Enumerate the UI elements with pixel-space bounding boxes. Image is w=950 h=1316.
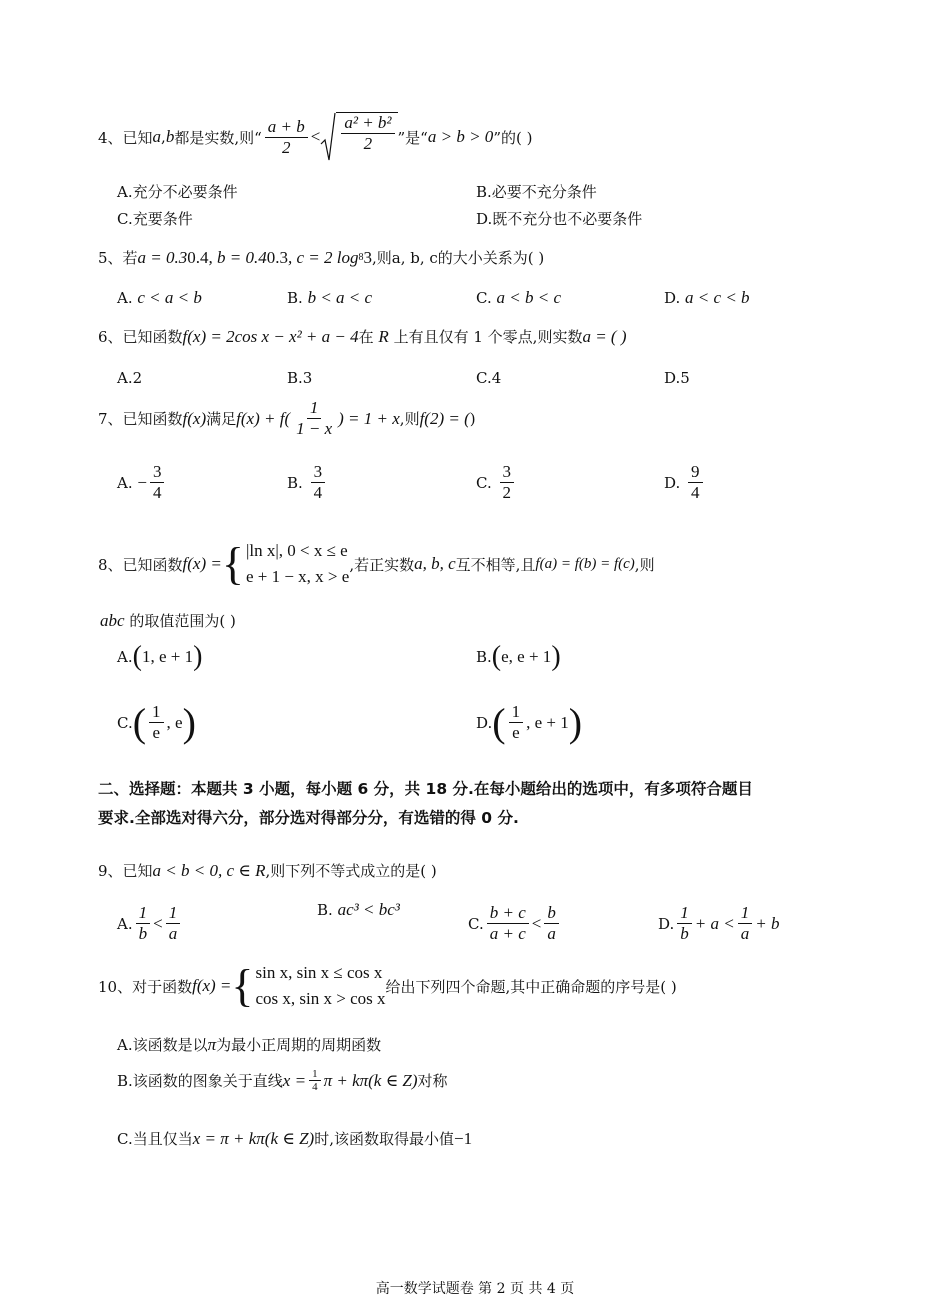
q8-suffix: ,则 (634, 555, 655, 574)
q6-option-a: A.2 (117, 369, 143, 387)
q6-mid: 在 (358, 328, 374, 346)
q5-exp1: 0.4 (187, 247, 209, 267)
q5-suffix: ,则a, b, c的大小关系为( ) (372, 249, 545, 267)
question-10 (98, 960, 677, 1012)
q7-option-c: C. $\frac{3}{2}$ (476, 462, 517, 503)
q4-fraction-left (265, 117, 308, 158)
q8-vars: a, b, c (414, 554, 456, 573)
q4-sqrt (320, 112, 397, 162)
q7-expr2: ) = 1 + x (338, 408, 400, 428)
q8-prefix: 8、已知函数 (98, 555, 183, 574)
q10-option-a: A.该函数是以 π 为最小正周期的周期函数 (117, 1034, 382, 1054)
left-brace-icon: { (221, 538, 244, 589)
page-footer: 高一数学试题卷 第 2 页 共 4 页 (375, 1281, 575, 1297)
q8-abc: abc (100, 610, 125, 630)
q10-option-c: C.当且仅当 x = π + kπ(k ∈ Z) 时,该函数取得最小值 −1 (117, 1128, 473, 1148)
question-7 (98, 398, 476, 439)
q4-rad-num: a² + b² (341, 113, 394, 134)
q7-expr1: f(x) + f( (236, 408, 291, 428)
q4-sep: , (161, 128, 166, 146)
q4-rad-den: 2 (363, 134, 373, 153)
q8-option-d: D. ( $\frac{1}{e}$ , e + 1 ) (476, 699, 583, 745)
q8-mid2: 互不相等,且 (455, 555, 536, 574)
q8-case2: e + 1 − x, x > e (245, 567, 350, 586)
q7-prefix: 7、已知函数 (98, 410, 183, 428)
q10-case2: cos x, sin x > cos x (255, 989, 386, 1008)
question-6 (98, 326, 627, 347)
q4-fracL-den: 2 (282, 137, 291, 157)
q5-option-a: A. c < a < b (117, 288, 202, 307)
q7-expr3: f(2) = ( (419, 408, 470, 428)
q9-option-d: D. $\frac{1}{b}$ + a < $\frac{1}{a}$ + b (658, 903, 780, 943)
q9-suffix: ,则下列不等式成立的是( ) (265, 862, 437, 880)
q4-suffix: ”的( ) (493, 128, 533, 147)
q4-var-a: a (152, 127, 162, 146)
q8-line2 (100, 610, 236, 631)
q4-mid2: ”是“ (397, 128, 428, 147)
question-9 (98, 860, 437, 881)
q6-expr: f(x) = 2cos x − x² + a − 4 (182, 326, 359, 346)
q7-fx: f(x) (182, 408, 207, 428)
q7-frac-den: 1 − x (296, 419, 333, 438)
q4-prefix: 4、已知 (98, 128, 153, 147)
q9-expr: a < b < 0, c ∈ R (152, 860, 266, 880)
q5-expr-c: , c = 2 log (288, 247, 359, 267)
q9-prefix: 9、已知 (98, 862, 153, 880)
q5-option-d: D. a < c < b (664, 288, 750, 307)
q5-option-b: B. b < a < c (287, 288, 373, 307)
q8-line2-text: 的取值范围为( ) (129, 612, 236, 630)
left-brace-icon: { (231, 960, 254, 1011)
section-2-heading (98, 775, 858, 833)
q5-option-c: C. a < b < c (476, 288, 561, 307)
q5-expr-b: , b = 0.4 (208, 247, 267, 267)
q6-var-a: a = ( ) (582, 326, 627, 346)
q8-option-a: A. ( 1, e + 1 ) (117, 641, 203, 672)
q8-case1: |ln x|, 0 < x ≤ e (245, 541, 348, 560)
q6-option-d: D.5 (664, 369, 690, 387)
q8-eq: f(a) = f(b) = f(c) (535, 555, 635, 572)
q4-option-c: C.充要条件 (117, 210, 193, 228)
q8-mid: ,若正实数 (349, 555, 415, 574)
q6-option-c: C.4 (476, 369, 502, 387)
q7-mid: 满足 (206, 410, 237, 428)
q4-lt: < (310, 127, 321, 146)
q4-option-b: B.必要不充分条件 (476, 183, 597, 201)
q7-frac-num: 1 (307, 398, 322, 419)
q6-prefix: 6、已知函数 (98, 328, 183, 346)
q7-option-a: A. − $\frac{3}{4}$ (117, 462, 167, 503)
q7-suffix: ) (469, 409, 476, 428)
q4-var-b: b (165, 127, 175, 146)
q6-R: R (378, 326, 389, 346)
section-2-line1: 二、选择题：本题共 3 小题，每小题 6 分，共 18 分.在每小题给出的选项中，有多项符合题目 (98, 780, 753, 798)
q8-fx: f(x) = (182, 554, 222, 573)
q4-option-d: D.既不充分也不必要条件 (476, 210, 643, 228)
section-2-line2: 要求.全部选对得六分，部分选对得部分分，有选错的得 0 分. (98, 809, 519, 827)
q9-option-b: B. ac³ < bc³ (317, 900, 400, 919)
q7-option-b: B. $\frac{3}{4}$ (287, 462, 328, 503)
q7-fraction (293, 398, 335, 439)
sqrt-icon (320, 112, 336, 162)
q7-option-d: D. $\frac{9}{4}$ (664, 462, 706, 503)
q4-option-a: A.充分不必要条件 (117, 183, 238, 201)
q6-suffix: 上有且仅有 1 个零点,则实数 (393, 328, 583, 346)
q4-mid: 都是实数,则“ (174, 128, 262, 147)
q5-expr-a: a = 0.3 (137, 247, 188, 267)
q9-option-c: C. $\frac{b + c}{a + c}$ < $\frac{b}{a}$ (468, 903, 562, 944)
q8-cases (246, 538, 349, 590)
q5-prefix: 5、若 (98, 249, 138, 267)
q10-option-b: B.该函数的图象关于直线 x = $\frac{1}{4}$ π + kπ(k ∈ Z) 对称 (117, 1068, 448, 1093)
q5-exp2: 0.3 (266, 247, 289, 267)
q8-option-b: B. ( e, e + 1 ) (476, 641, 561, 672)
q7-mid2: ,则 (399, 410, 420, 428)
q9-option-a: A. $\frac{1}{b}$ < $\frac{1}{a}$ (117, 903, 183, 944)
question-8 (98, 538, 655, 590)
q10-suffix: 给出下列四个命题,其中正确命题的序号是( ) (385, 977, 677, 996)
q6-option-b: B.3 (287, 369, 313, 387)
q5-expr-c2: 3 (363, 247, 373, 267)
q4-fracL-num: a + b (265, 117, 308, 138)
question-5 (98, 247, 544, 268)
question-4 (98, 112, 532, 162)
q10-fx: f(x) = (192, 976, 232, 995)
q10-prefix: 10、对于函数 (98, 977, 193, 996)
q8-option-c: C. ( $\frac{1}{e}$ , e ) (117, 699, 196, 745)
q5-log-base: 8 (358, 252, 364, 263)
q10-case1: sin x, sin x ≤ cos x (255, 963, 383, 982)
q4-condition: a > b > 0 (427, 127, 494, 146)
q10-cases (256, 960, 386, 1012)
